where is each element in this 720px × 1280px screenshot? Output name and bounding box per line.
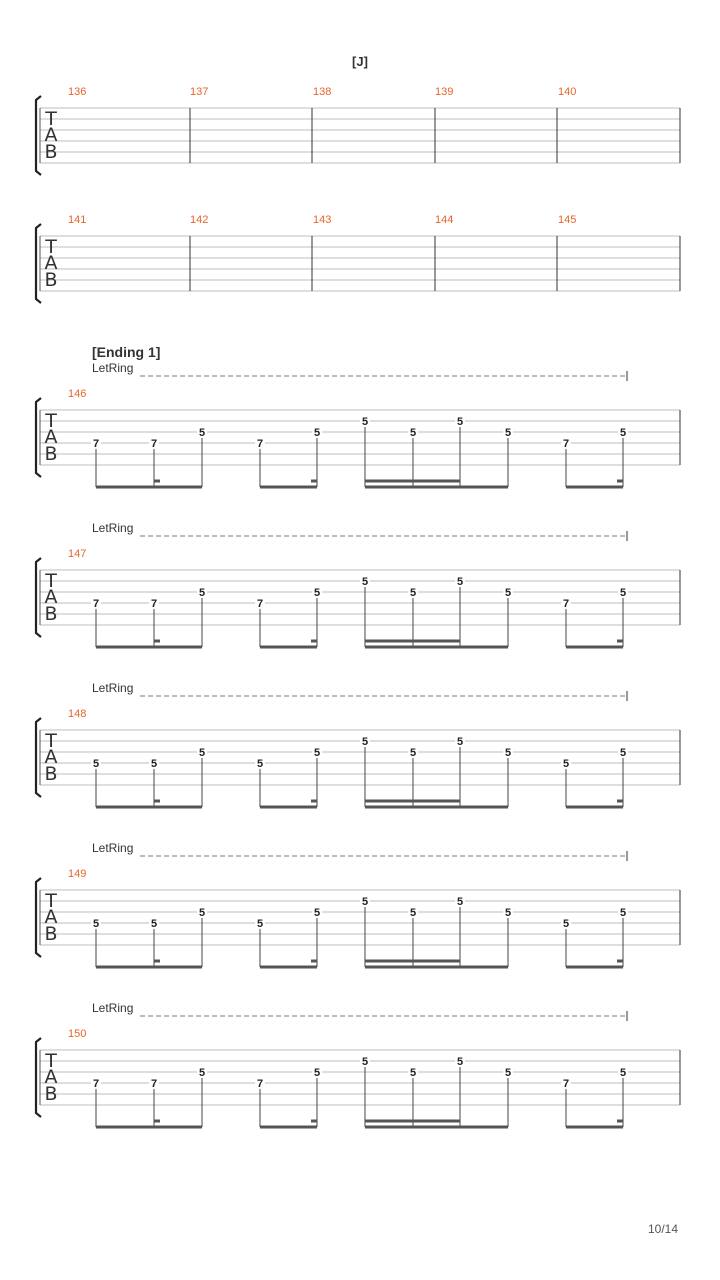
fret-number: 5 [150, 758, 158, 770]
fret-number: 5 [619, 747, 627, 759]
measure-number: 139 [435, 86, 454, 98]
page-number: 10/14 [647, 1222, 678, 1236]
measure-number: 136 [68, 86, 87, 98]
tab-clef-letter: T [45, 236, 57, 258]
tab-clef-letter: T [45, 730, 57, 752]
tab-clef-letter: T [45, 1050, 57, 1072]
measure-number: 146 [68, 388, 87, 400]
tab-clef-letter: B [44, 603, 58, 625]
fret-number: 5 [504, 427, 512, 439]
fret-number: 5 [504, 747, 512, 759]
tab-clef-letter: A [44, 586, 58, 608]
measure-number: 138 [313, 86, 332, 98]
measure-number: 137 [190, 86, 209, 98]
fret-number: 5 [256, 918, 264, 930]
let-ring-label: LetRing [92, 841, 134, 855]
fret-number: 7 [92, 598, 100, 610]
fret-number: 5 [92, 918, 100, 930]
tab-clef-letter: A [44, 746, 58, 768]
measure-number: 143 [313, 214, 332, 226]
fret-number: 5 [456, 896, 464, 908]
tab-clef-letter: B [44, 141, 58, 163]
fret-number: 5 [504, 1067, 512, 1079]
fret-number: 5 [313, 587, 321, 599]
fret-number: 5 [313, 747, 321, 759]
tab-clef-letter: B [44, 443, 58, 465]
tab-clef-letter: T [45, 410, 57, 432]
fret-number: 5 [361, 416, 369, 428]
fret-number: 5 [619, 587, 627, 599]
fret-number: 7 [562, 438, 570, 450]
fret-number: 7 [562, 598, 570, 610]
measure-number: 148 [68, 708, 87, 720]
tab-clef-letter: A [44, 906, 58, 928]
tab-clef-letter: A [44, 252, 58, 274]
fret-number: 5 [619, 907, 627, 919]
fret-number: 5 [409, 427, 417, 439]
fret-number: 5 [313, 427, 321, 439]
measure-number: 145 [558, 214, 577, 226]
fret-number: 5 [619, 1067, 627, 1079]
tab-clef-letter: A [44, 124, 58, 146]
let-ring-label: LetRing [92, 681, 134, 695]
fret-number: 7 [92, 438, 100, 450]
fret-number: 5 [256, 758, 264, 770]
fret-number: 5 [361, 736, 369, 748]
let-ring-label: LetRing [92, 1001, 134, 1015]
measure-number: 141 [68, 214, 87, 226]
fret-number: 5 [409, 1067, 417, 1079]
measure-number: 140 [558, 86, 577, 98]
tab-clef-letter: T [45, 570, 57, 592]
fret-number: 7 [256, 598, 264, 610]
fret-number: 5 [456, 416, 464, 428]
let-ring-label: LetRing [92, 521, 134, 535]
fret-number: 5 [504, 587, 512, 599]
fret-number: 5 [562, 918, 570, 930]
fret-number: 5 [409, 747, 417, 759]
tab-clef-letter: T [45, 890, 57, 912]
fret-number: 5 [504, 907, 512, 919]
fret-number: 5 [619, 427, 627, 439]
fret-number: 5 [456, 736, 464, 748]
fret-number: 7 [256, 1078, 264, 1090]
fret-number: 5 [198, 907, 206, 919]
let-ring-label: LetRing [92, 361, 134, 375]
tab-clef-letter: A [44, 426, 58, 448]
tab-clef-letter: B [44, 763, 58, 785]
fret-number: 5 [313, 907, 321, 919]
fret-number: 5 [361, 576, 369, 588]
tab-clef-letter: B [44, 1083, 58, 1105]
fret-number: 5 [562, 758, 570, 770]
fret-number: 5 [456, 576, 464, 588]
fret-number: 5 [198, 587, 206, 599]
fret-number: 5 [150, 918, 158, 930]
fret-number: 5 [198, 747, 206, 759]
fret-number: 5 [409, 907, 417, 919]
fret-number: 5 [361, 1056, 369, 1068]
fret-number: 7 [150, 598, 158, 610]
fret-number: 7 [150, 1078, 158, 1090]
fret-number: 5 [198, 1067, 206, 1079]
measure-number: 142 [190, 214, 209, 226]
ending-label: [Ending 1] [92, 344, 161, 360]
measure-number: 144 [435, 214, 454, 226]
fret-number: 7 [92, 1078, 100, 1090]
measure-number: 147 [68, 548, 87, 560]
measure-number: 150 [68, 1028, 87, 1040]
fret-number: 5 [198, 427, 206, 439]
tab-clef-letter: T [45, 108, 57, 130]
fret-number: 5 [92, 758, 100, 770]
tab-clef-letter: B [44, 923, 58, 945]
fret-number: 5 [313, 1067, 321, 1079]
fret-number: 5 [456, 1056, 464, 1068]
fret-number: 5 [409, 587, 417, 599]
fret-number: 7 [256, 438, 264, 450]
measure-number: 149 [68, 868, 87, 880]
fret-number: 5 [361, 896, 369, 908]
section-marker: [J] [352, 54, 368, 69]
tab-clef-letter: A [44, 1066, 58, 1088]
tab-clef-letter: B [44, 269, 58, 291]
fret-number: 7 [150, 438, 158, 450]
fret-number: 7 [562, 1078, 570, 1090]
